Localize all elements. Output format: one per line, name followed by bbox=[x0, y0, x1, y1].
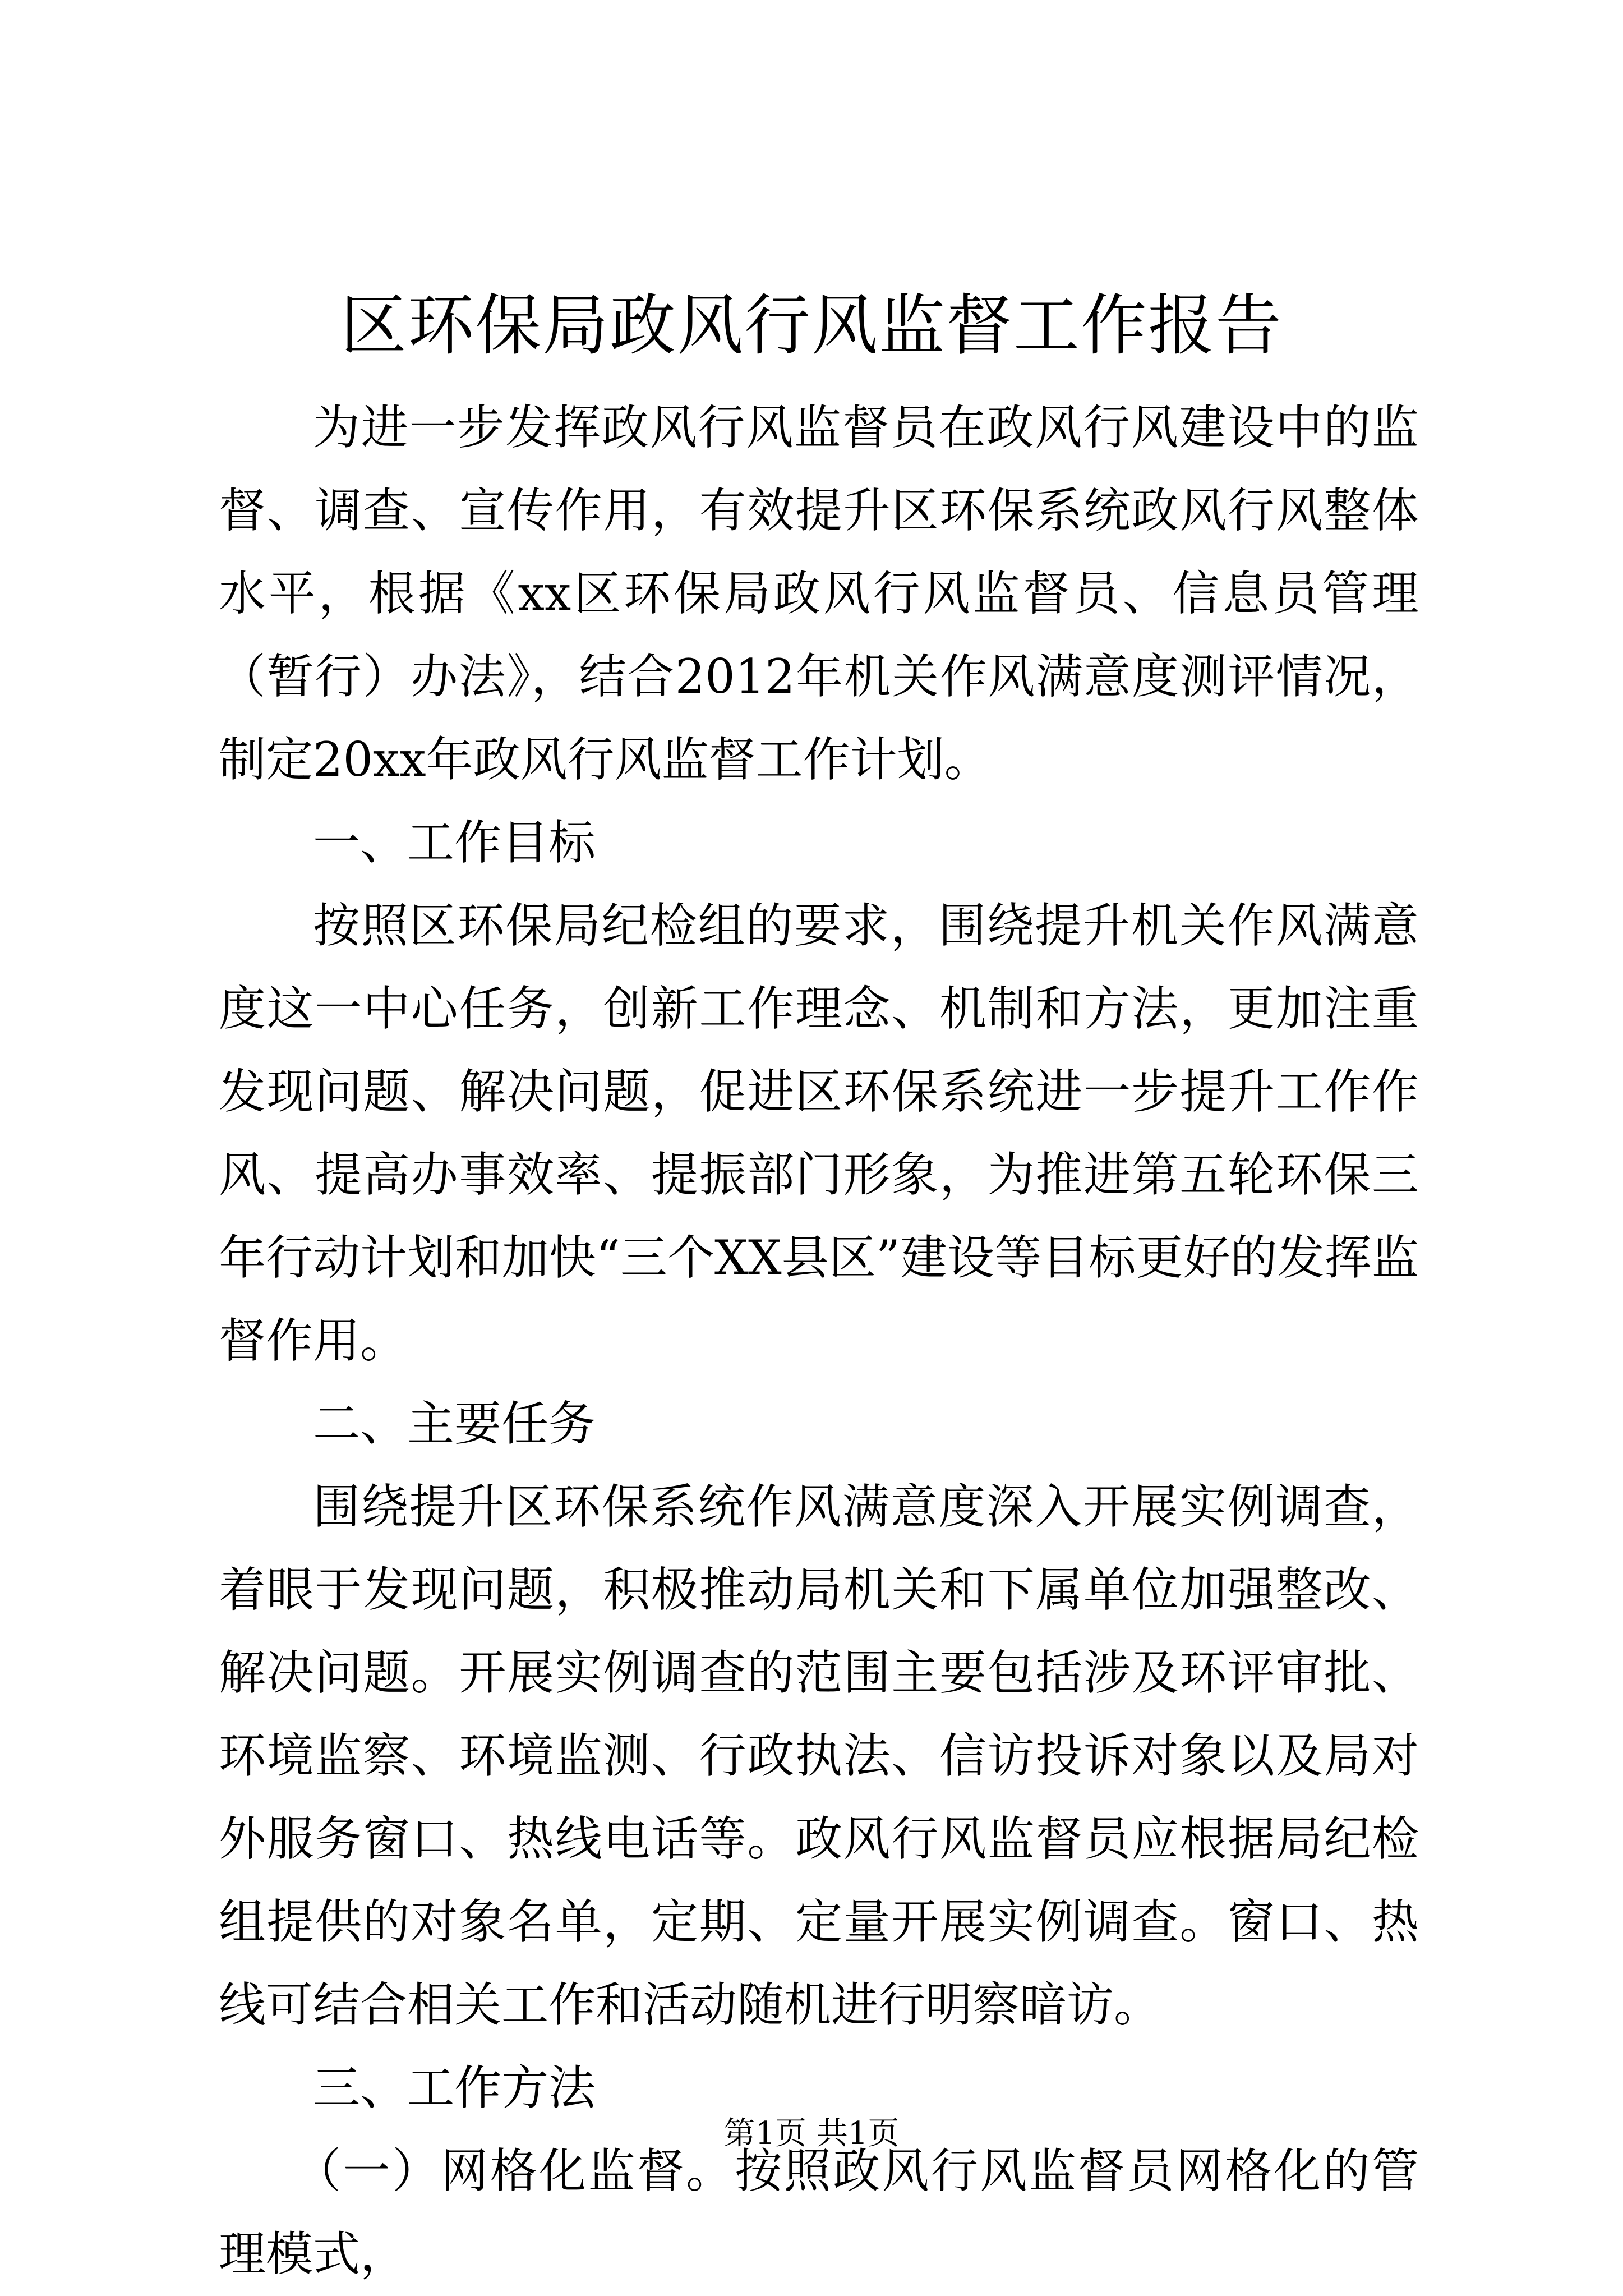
section-heading-goals: 一、工作目标 bbox=[313, 815, 596, 870]
section-heading-tasks: 二、主要任务 bbox=[313, 1396, 596, 1451]
tasks-paragraph: 围绕提升区环保系统作风满意度深入开展实例调查，着眼于发现问题，积极推动局机关和下属单位加强整改、解决问题。开展实例调查的范围主要包括涉及环评审批、环境监察、环境监测、行政执法、信访投诉对象以及局对外服务窗口、热线电话等。政风行风监督员应根据局纪检组提供的对象名单，定期、定量开展实例调查。窗口、热线可结合相关工作和活动随机进行明察暗访。 bbox=[219, 1479, 1419, 2032]
document-title: 区环保局政风行风监督工作报告 bbox=[340, 287, 1283, 364]
intro-paragraph: 为进一步发挥政风行风监督员在政风行风建设中的监督、调查、宣传作用，有效提升区环保系统政风行风整体水平，根据《xx区环保局政风行风监督员、信息员管理（暂行）办法》，结合2012年机关作风满意度测评情况，制定20xx年政风行风监督工作计划。 bbox=[219, 400, 1419, 787]
methods-item-1: （一）网格化监督。按照政风行风监督员网格化的管理模式， bbox=[219, 2143, 1419, 2281]
page-footer: 第1页 共1页 bbox=[723, 2115, 900, 2152]
document-body bbox=[219, 386, 1419, 2295]
goals-paragraph: 按照区环保局纪检组的要求，围绕提升机关作风满意度这一中心任务，创新工作理念、机制和方法，更加注重发现问题、解决问题，促进区环保系统进一步提升工作作风、提高办事效率、提振部门形象，为推进第五轮环保三年行动计划和加快“三个XX县区”建设等目标更好的发挥监督作用。 bbox=[219, 898, 1419, 1368]
section-heading-methods: 三、工作方法 bbox=[313, 2060, 596, 2115]
